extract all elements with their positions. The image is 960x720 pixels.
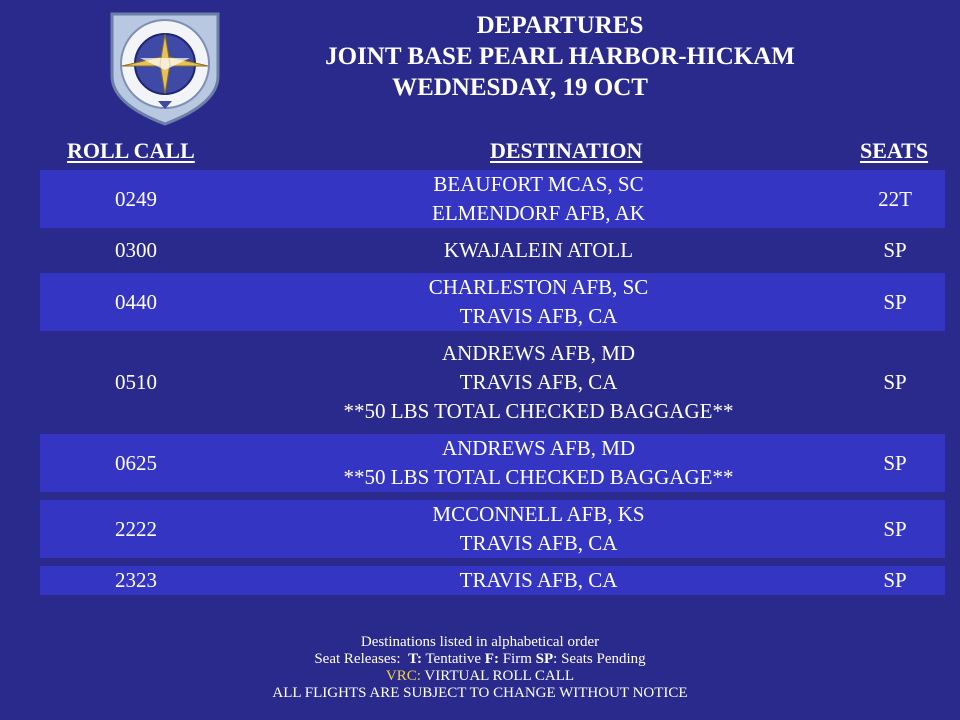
- table-row: [40, 566, 945, 595]
- destination-line: TRAVIS AFB, CA: [459, 568, 618, 592]
- seat-release-label: Seat Releases:: [314, 651, 401, 667]
- roll-call-time: 2323: [115, 568, 157, 592]
- header-date: WEDNESDAY, 19 OCT: [392, 74, 648, 101]
- destination-line: CHARLESTON AFB, SC: [428, 275, 649, 299]
- column-header-seats: SEATS: [860, 138, 929, 163]
- destination-cell: [232, 566, 845, 595]
- alphabetical-order-note: Destinations listed in alphabetical order: [360, 634, 600, 650]
- destination-line: MCCONNELL AFB, KS: [432, 502, 645, 526]
- roll-call-time: 0625: [115, 450, 157, 475]
- destination-cell: [232, 170, 845, 228]
- seats-status: SP: [883, 516, 907, 541]
- vrc-legend: [0, 668, 960, 685]
- legend-text-sp: : Seats Pending: [553, 651, 646, 667]
- page-header: [240, 10, 880, 103]
- seats-status: SP: [883, 289, 907, 314]
- header-title: DEPARTURES: [476, 12, 644, 39]
- legend-key-sp: SP: [535, 651, 554, 667]
- destination-line: ANDREWS AFB, MD: [441, 436, 636, 460]
- roll-call-time: 0440: [115, 289, 157, 314]
- header-location: JOINT BASE PEARL HARBOR-HICKAM: [325, 43, 795, 70]
- roll-call-time: 0300: [115, 238, 157, 262]
- roll-call-time: 0510: [115, 370, 157, 394]
- seats-status: 22T: [878, 186, 912, 211]
- column-header-roll-call: ROLL CALL: [67, 138, 195, 163]
- destination-line: TRAVIS AFB, CA: [459, 370, 618, 394]
- table-row: [40, 339, 945, 426]
- legend-key-f: F:: [484, 651, 499, 667]
- seats-status: SP: [883, 568, 907, 592]
- destination-cell: [232, 339, 845, 426]
- roll-call-time: 2222: [115, 516, 157, 541]
- vrc-key: VRC:: [385, 668, 421, 684]
- destination-cell: [232, 273, 845, 331]
- footer-notes: [0, 634, 960, 702]
- baggage-note: **50 LBS TOTAL CHECKED BAGGAGE**: [343, 465, 734, 489]
- vrc-text: VIRTUAL ROLL CALL: [424, 668, 575, 684]
- table-row: [40, 500, 945, 558]
- departures-table: [40, 170, 945, 603]
- destination-cell: [232, 500, 845, 558]
- seats-status: SP: [883, 238, 907, 262]
- legend-text-f: Firm: [502, 651, 532, 667]
- table-row: [40, 273, 945, 331]
- destination-line: TRAVIS AFB, CA: [459, 304, 618, 328]
- destination-line: ANDREWS AFB, MD: [441, 341, 636, 365]
- destination-cell: [232, 434, 845, 492]
- seat-release-legend: [0, 651, 960, 668]
- destination-line: BEAUFORT MCAS, SC: [433, 172, 644, 196]
- roll-call-time: 0249: [115, 186, 157, 211]
- destination-line: KWAJALEIN ATOLL: [443, 238, 634, 262]
- destination-line: ELMENDORF AFB, AK: [432, 201, 645, 225]
- change-disclaimer: ALL FLIGHTS ARE SUBJECT TO CHANGE WITHOUT NOTICE: [272, 685, 688, 701]
- baggage-note: **50 LBS TOTAL CHECKED BAGGAGE**: [343, 399, 734, 423]
- seats-status: SP: [883, 450, 907, 475]
- air-mobility-command-emblem-icon: [100, 6, 230, 126]
- legend-text-t: Tentative: [425, 651, 482, 667]
- destination-line: TRAVIS AFB, CA: [459, 531, 618, 555]
- table-row: [40, 236, 945, 265]
- table-row: [40, 434, 945, 492]
- column-header-destination: DESTINATION: [490, 138, 643, 163]
- seats-status: SP: [883, 370, 907, 394]
- table-row: [40, 170, 945, 228]
- legend-key-t: T:: [408, 651, 422, 667]
- destination-cell: [232, 236, 845, 265]
